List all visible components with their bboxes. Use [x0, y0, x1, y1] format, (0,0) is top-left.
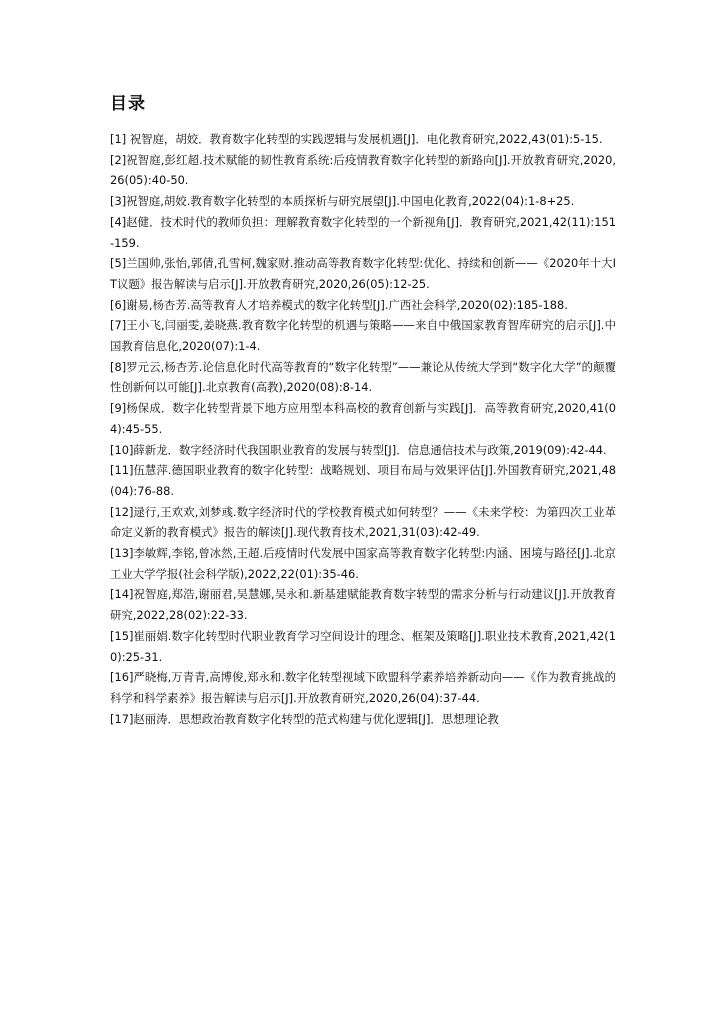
- reference-item: [5]兰国帅,张怡,郭倩,孔雪柯,魏家财.推动高等教育数字化转型:优化、持续和创新——《2020年十大IT议题》报告解读与启示[J].开放教育研究,2020,26(05):12-25.: [110, 256, 616, 291]
- reference-item: [2]祝智庭,彭红超.技术赋能的韧性教育系统:后疫情教育数字化转型的新路向[J].开放教育研究,2020,26(05):40-50.: [110, 152, 616, 188]
- reference-item: [17]赵丽涛．思想政治教育数字化转型的范式构建与优化逻辑[J]．思想理论教: [110, 711, 499, 726]
- reference-item: [14]祝智庭,郑浩,谢丽君,吴慧娜,吴永和.新基建赋能教育数字转型的需求分析与行动建议[J].开放教育研究,2022,28(02):22-33.: [110, 587, 616, 623]
- reference-item: [12]逯行,王欢欢,刘梦彧.数字经济时代的学校教育模式如何转型？——《未来学校：为第四次工业革命定义新的教育模式》报告的解读[J].现代教育技术,2021,31(03):42-49.: [110, 504, 616, 540]
- reference-item: [16]严晓梅,万青青,高博俊,郑永和.数字化转型视域下欧盟科学素养培养新动向——《作为教育挑战的科学和科学素养》报告解读与启示[J].开放教育研究,2020,26(04):37-44.: [110, 670, 616, 705]
- reference-list: [110, 129, 616, 729]
- reference-item: [11]伍慧萍.德国职业教育的数字化转型：战略规划、项目布局与效果评估[J].外国教育研究,2021,48(04):76-88.: [110, 463, 616, 498]
- reference-item: [8]罗元云,杨杏芳.论信息化时代高等教育的“数字化转型”——兼论从传统大学到“数字化大学”的颠覆性创新何以可能[J].北京教育(高教),2020(08):8-14.: [110, 359, 616, 395]
- document-page: [110, 92, 616, 729]
- reference-item: [4]赵健．技术时代的教师负担：理解教育数字化转型的一个新视角[J]．教育研究,2021,42(11):151-159.: [110, 214, 616, 250]
- reference-item: [7]王小飞,闫丽雯,姜晓燕.教育数字化转型的机遇与策略——来自中俄国家教育智库研究的启示[J].中国教育信息化,2020(07):1-4.: [110, 318, 616, 354]
- reference-item: [3]祝智庭,胡姣.教育数字化转型的本质探析与研究展望[J].中国电化教育,2022(04):1-8+25.: [110, 194, 575, 209]
- reference-item: [13]李敏辉,李铭,曾冰然,王超.后疫情时代发展中国家高等教育数字化转型:内涵、困境与路径[J].北京工业大学学报(社会科学版),2022,22(01):35-46.: [110, 546, 616, 581]
- page-title: 目录: [110, 94, 146, 114]
- reference-item: [10]薛新龙．数字经济时代我国职业教育的发展与转型[J]．信息通信技术与政策,2019(09):42-44.: [110, 442, 607, 457]
- reference-item: [6]谢易,杨杏芳.高等教育人才培养模式的数字化转型[J].广西社会科学,2020(02):185-188.: [110, 297, 568, 312]
- reference-item: [15]崔丽娟.数字化转型时代职业教育学习空间设计的理念、框架及策略[J].职业技术教育,2021,42(10):25-31.: [110, 628, 616, 664]
- reference-item: [9]杨保成．数字化转型背景下地方应用型本科高校的教育创新与实践[J]．高等教育研究,2020,41(04):45-55.: [110, 401, 616, 436]
- reference-item: [1] 祝智庭，胡姣．教育数字化转型的实践逻辑与发展机遇[J]．电化教育研究,2022,43(01):5-15.: [110, 132, 603, 146]
